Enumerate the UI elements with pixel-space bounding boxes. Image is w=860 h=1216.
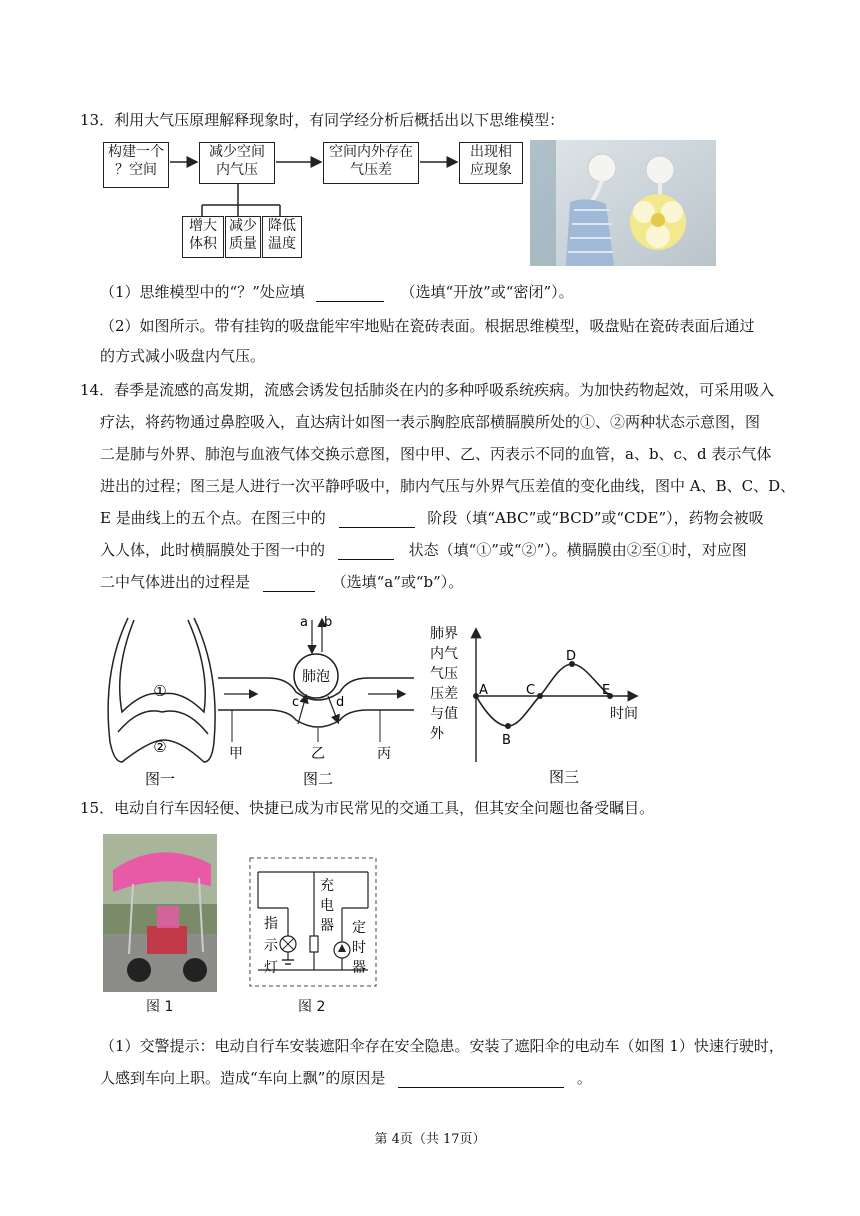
- q13-part1-text-b: （选填“开放”或“密闭”）。: [400, 283, 574, 301]
- q13-stem: 13．利用大气压原理解释现象时，有同学经分析后概括出以下思维模型：: [80, 111, 565, 129]
- circuit-charger-label-2: 电: [320, 898, 334, 914]
- q14-line7: [100, 572, 463, 592]
- q14-line1: 14．春季是流感的高发期，流感会诱发包括肺炎在内的多种呼吸系统疾病。为加快药物起效，可采用吸入: [80, 381, 775, 399]
- q13-part1-blank[interactable]: [316, 285, 384, 302]
- q14-line5-text-b: 阶段（填“ABC”或“BCD”或“CDE”），药物会被吸: [427, 509, 764, 527]
- fig2-vessel-yi: 乙: [311, 746, 325, 762]
- circuit-timer-label-2: 时: [352, 940, 366, 956]
- q14-line3: 二是肺与外界、肺泡与血液气体交换示意图，图中甲、乙、丙表示不同的血管，a、b、c、d 表示气体: [100, 445, 772, 463]
- q13-part1-text-a: （1）思维模型中的“？”处应填: [100, 283, 305, 301]
- circuit-indicator-label-1: 指: [264, 916, 278, 932]
- fig2-lung-exchange: [218, 612, 418, 792]
- q15-circuit-diagram: [248, 856, 380, 990]
- fig3-xlabel: 时间: [610, 706, 638, 722]
- q14-state-blank[interactable]: [338, 543, 394, 560]
- q15-part1-line1: （1）交警提示：电动自行车安装遮阳伞存在安全隐患。安装了遮阳伞的电动车（如图 1）快速行驶时，: [100, 1037, 784, 1055]
- q13-part2-line1: （2）如图所示。带有挂钩的吸盘能牢牢地贴在瓷砖表面。根据思维模型，吸盘贴在瓷砖表面后通过: [100, 317, 755, 335]
- q14-line5: [100, 508, 764, 528]
- model-sub-reduce-mass: 减少 质量: [225, 216, 261, 258]
- fig2-b-label: b: [324, 615, 333, 630]
- q14-process-blank[interactable]: [263, 575, 315, 592]
- q14-line5-text-a: E 是曲线上的五个点。在图三中的: [100, 509, 326, 527]
- fig1-diaphragm: [100, 612, 220, 792]
- circuit-charger-label-3: 器: [320, 918, 334, 934]
- q14-line6-text-a: 入人体，此时横膈膜处于图一中的: [100, 541, 326, 559]
- q14-line4: 进出的过程；图三是人进行一次平静呼吸中，肺内气压与外界气压差值的变化曲线，图中 A、B、C、D、: [100, 477, 796, 495]
- fig2-vessel-bing: 丙: [377, 746, 391, 762]
- circuit-charger-label-1: 充: [320, 878, 334, 894]
- q15-fig2-caption: 图 2: [298, 999, 326, 1015]
- circuit-timer-label-1: 定: [352, 920, 366, 936]
- fig2-caption: 图二: [302, 770, 334, 788]
- fig1-caption: 图一: [144, 770, 176, 788]
- q14-stage-blank[interactable]: [339, 511, 415, 528]
- model-box-pressure-difference: 空间内外存在 气压差: [323, 142, 419, 184]
- model-sub-increase-volume: 增大 体积: [182, 216, 224, 258]
- fig3-caption: 图三: [548, 768, 580, 786]
- fig3-point-D: D: [566, 649, 577, 664]
- circuit-timer-label-3: 器: [352, 960, 366, 976]
- fig3-point-B: B: [502, 733, 511, 748]
- model-box-build-space: 构建一个 ？空间: [103, 142, 169, 188]
- model-arrows: [100, 140, 540, 265]
- page-footer: 第 4页（共 17页）: [374, 1132, 486, 1147]
- q14-line6-text-b: 状态（填“①”或“②”）。横膈膜由②至①时，对应图: [408, 541, 747, 559]
- q13-part1: [100, 282, 574, 302]
- fig3-ylabel-2: 内气: [430, 646, 458, 662]
- fig3-ylabel-6: 外: [430, 726, 444, 742]
- q15-part1-text-a: 人感到车向上职。造成“车向上飘”的原因是: [100, 1069, 386, 1087]
- q13-part2-line2: 的方式减小吸盘内气压。: [100, 347, 266, 365]
- fig2-a-label: a: [300, 615, 308, 630]
- q15-stem: 15．电动自行车因轻便、快捷已成为市民常见的交通工具，但其安全问题也备受瞩目。: [80, 799, 655, 817]
- fig3-point-C: C: [526, 683, 536, 698]
- model-box-phenomenon: 出现相 应现象: [459, 142, 523, 184]
- fig3-ylabel-1: 肺界: [430, 626, 458, 642]
- fig1-state2-label: ②: [153, 738, 167, 756]
- fig3-point-A: A: [479, 683, 488, 698]
- q14-line2: 疗法，将药物通过鼻腔吸入，直达病计如图一表示胸腔底部横膈膜所处的①、②两种状态示意图，图: [100, 413, 761, 431]
- fig2-alveolus-label: 肺泡: [302, 669, 330, 685]
- q15-ebike-photo: [103, 834, 217, 992]
- fig2-d-label: d: [336, 695, 345, 710]
- fig3-ylabel-4: 压差: [430, 686, 458, 702]
- fig3-ylabel-5: 与值: [430, 706, 458, 722]
- circuit-indicator-label-2: 示: [264, 938, 278, 954]
- q15-fig1-caption: 图 1: [146, 999, 174, 1015]
- q15-part1-text-b: 。: [576, 1069, 592, 1087]
- fig1-state1-label: ①: [153, 682, 167, 700]
- fig3-point-E: E: [602, 683, 611, 698]
- fig2-vessel-jia: 甲: [229, 746, 243, 762]
- q14-line7-text-b: （选填“a”或“b”）。: [331, 573, 464, 591]
- fig3-pressure-curve: [424, 612, 654, 792]
- q15-reason-blank[interactable]: [398, 1071, 564, 1088]
- fig3-ylabel-3: 气压: [430, 666, 458, 682]
- fig2-c-label: c: [292, 695, 300, 710]
- model-box-reduce-pressure: 减少空间 内气压: [199, 142, 275, 184]
- model-sub-lower-temperature: 降低 温度: [262, 216, 302, 258]
- circuit-indicator-label-3: 灯: [264, 960, 278, 976]
- q14-line6: [100, 540, 747, 560]
- suction-hook-photo: [530, 140, 716, 266]
- q15-part1-line2: [100, 1068, 592, 1088]
- q14-line7-text-a: 二中气体进出的过程是: [100, 573, 251, 591]
